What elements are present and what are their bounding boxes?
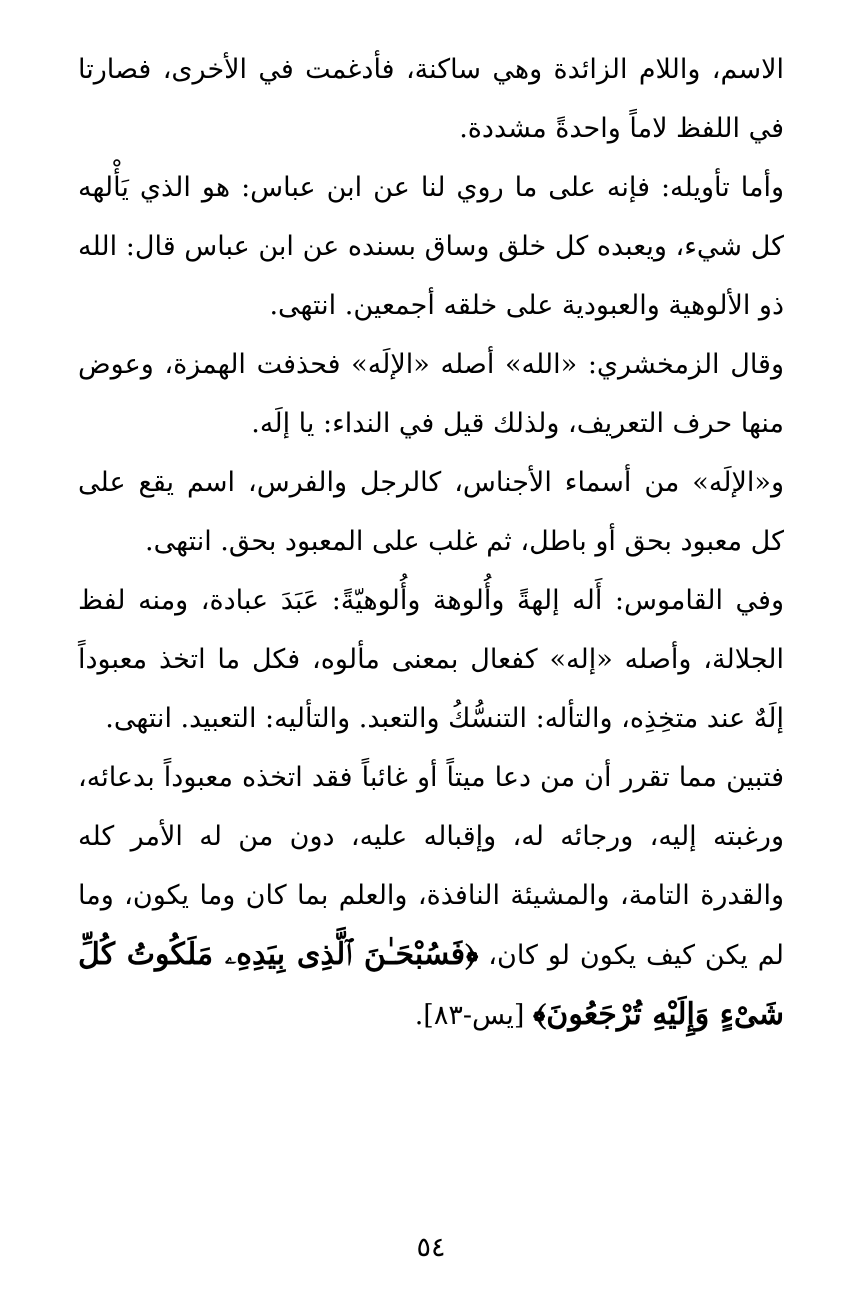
verse-citation: [يس-٨٣]. xyxy=(414,1000,534,1031)
paragraph-6-text: فتبين مما تقرر أن من دعا ميتاً أو غائباً فقد اتخذه معبوداً بدعائه، ورغبته إليه، ورجائه له، وإقباله عليه، دون من له الأمر كله والقدرة التامة، والمشيئة النافذة، والعلم بما كان وما يكون، وما لم يكن كيف يكون لو كان، xyxy=(78,762,784,971)
quran-verse: ﴿فَسُبْحَـٰنَ ٱلَّذِى بِيَدِهِۦ مَلَكُوتُ كُلِّ شَىْءٍ وَإِلَيْهِ تُرْجَعُونَ﴾ xyxy=(78,937,784,1032)
paragraph-4: و«الإلَه» من أسماء الأجناس، كالرجل والفرس، اسم يقع على كل معبود بحق أو باطل، ثم غلب على المعبود بحق. انتهى. xyxy=(78,467,784,557)
page-body xyxy=(78,40,784,1045)
paragraph-5: وفي القاموس: أَله إلهةً وأُلوهة وأُلوهيّةً: عَبَدَ عبادة، ومنه لفظ الجلالة، وأصله «إله» كفعال بمعنى مألوه، فكل ما اتخذ معبوداً إلَهٌ عند متخِذِه، والتأله: التنسُّكُ والتعبد. والتأليه: التعبيد. انتهى. xyxy=(78,585,784,734)
paragraph-3: وقال الزمخشري: «الله» أصله «الإلَه» فحذفت الهمزة، وعوض منها حرف التعريف، ولذلك قيل في النداء: يا إلَه. xyxy=(78,349,784,439)
page-number: ٥٤ xyxy=(416,1232,446,1263)
paragraph-2: وأما تأويله: فإنه على ما روي لنا عن ابن عباس: هو الذي يَأْلهه كل شيء، ويعبده كل خلق وساق بسنده عن ابن عباس قال: الله ذو الألوهية والعبودية على خلقه أجمعين. انتهى. xyxy=(78,172,784,321)
paragraph-1: الاسم، واللام الزائدة وهي ساكنة، فأدغمت في الأخرى، فصارتا في اللفظ لاماً واحدةً مشددة. xyxy=(78,54,784,144)
paragraph-6 xyxy=(78,748,784,1045)
